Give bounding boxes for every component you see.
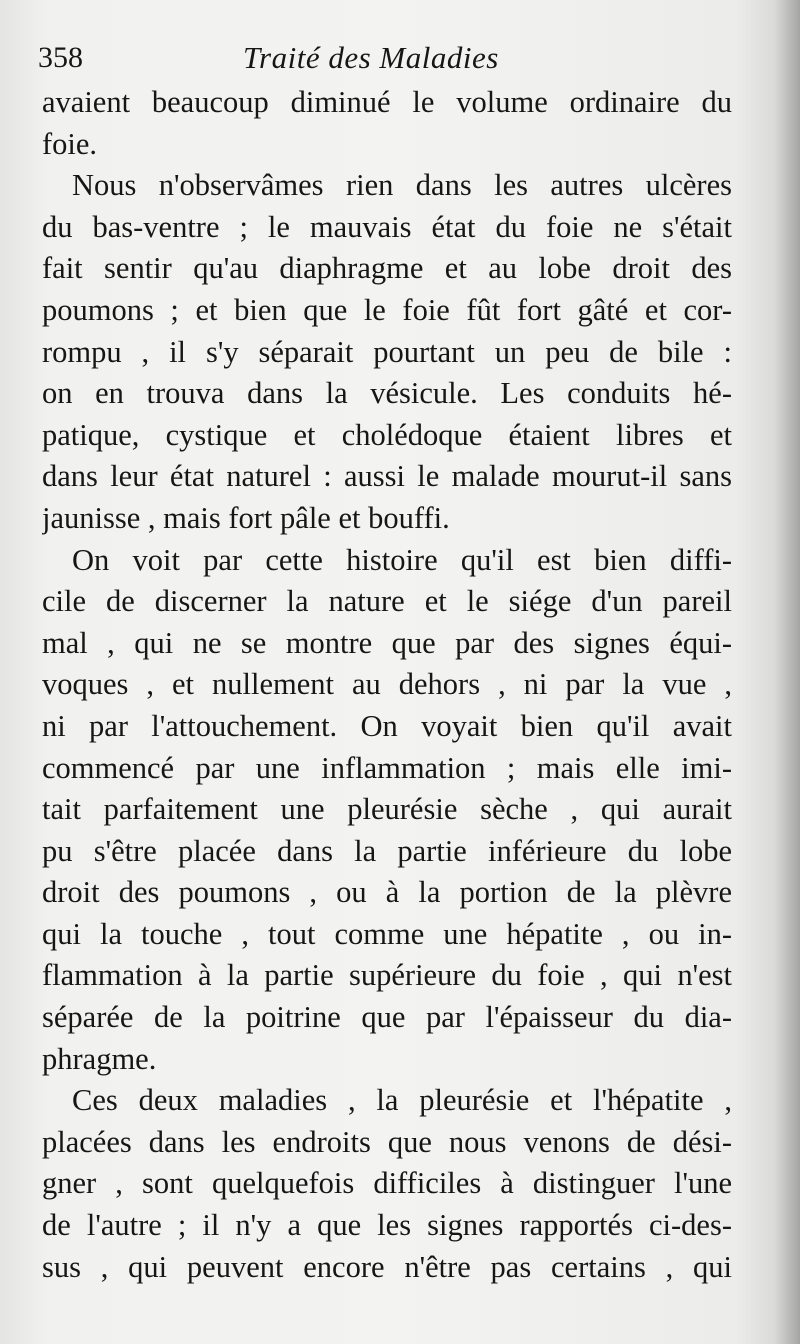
text-line: ni par l'attouchement. On voyait bien qu'il avait [42, 708, 732, 743]
text-line: dans leur état naturel : aussi le malade mourut-il sans [42, 459, 732, 494]
text-line: poumons ; et bien que le foie fût fort gâté et cor- [42, 292, 732, 327]
text-line: droit des poumons , ou à la portion de la plèvre [42, 875, 732, 910]
text-line: flammation à la partie supérieure du foie , qui n'est [42, 958, 732, 993]
page-header [38, 38, 738, 78]
text-line: tait parfaitement une pleurésie sèche , qui aurait [42, 792, 732, 827]
text-line: phragme. [42, 1041, 157, 1076]
text-line: jaunisse , mais fort pâle et bouffi. [42, 500, 450, 535]
text-line: fait sentir qu'au diaphragme et au lobe droit des [42, 251, 732, 286]
text-line: Ces deux maladies , la pleurésie et l'hépatite , [72, 1083, 732, 1118]
text-line: gner , sont quelquefois difficiles à distinguer l'une [42, 1166, 732, 1201]
text-line: de l'autre ; il n'y a que les signes rapportés ci-des- [42, 1208, 732, 1243]
text-line: patique, cystique et cholédoque étaient libres et [42, 417, 732, 452]
text-line: du bas-ventre ; le mauvais état du foie ne s'était [42, 209, 732, 244]
text-line: voques , et nullement au dehors , ni par la vue , [42, 667, 732, 702]
text-line: placées dans les endroits que nous venons de dési- [42, 1124, 732, 1159]
text-line: On voit par cette histoire qu'il est bien diffi- [72, 542, 732, 577]
text-line: mal , qui ne se montre que par des signes équi- [42, 625, 732, 660]
text-line: pu s'être placée dans la partie inférieure du lobe [42, 833, 732, 868]
text-line: qui la touche , tout comme une hépatite , ou in- [42, 916, 732, 951]
text-line: on en trouva dans la vésicule. Les conduits hé- [42, 376, 732, 411]
text-line: sus , qui peuvent encore n'être pas certains , qui [42, 1249, 732, 1284]
page-gutter-shadow [774, 0, 800, 1344]
text-line: avaient beaucoup diminué le volume ordinaire du [42, 85, 732, 119]
text-line: commencé par une inflammation ; mais elle imi- [42, 750, 732, 785]
page-number: 358 [38, 41, 83, 74]
text-line: rompu , il s'y séparait pourtant un peu de bile : [42, 334, 732, 369]
running-title: Traité des Maladies [243, 40, 499, 75]
body-text [42, 82, 732, 1288]
text-line: séparée de la poitrine que par l'épaisseur du dia- [42, 1000, 732, 1035]
text-line: foie. [42, 126, 98, 161]
text-line: cile de discerner la nature et le siége d'un pareil [42, 584, 732, 619]
text-line: Nous n'observâmes rien dans les autres ulcères [72, 168, 732, 203]
